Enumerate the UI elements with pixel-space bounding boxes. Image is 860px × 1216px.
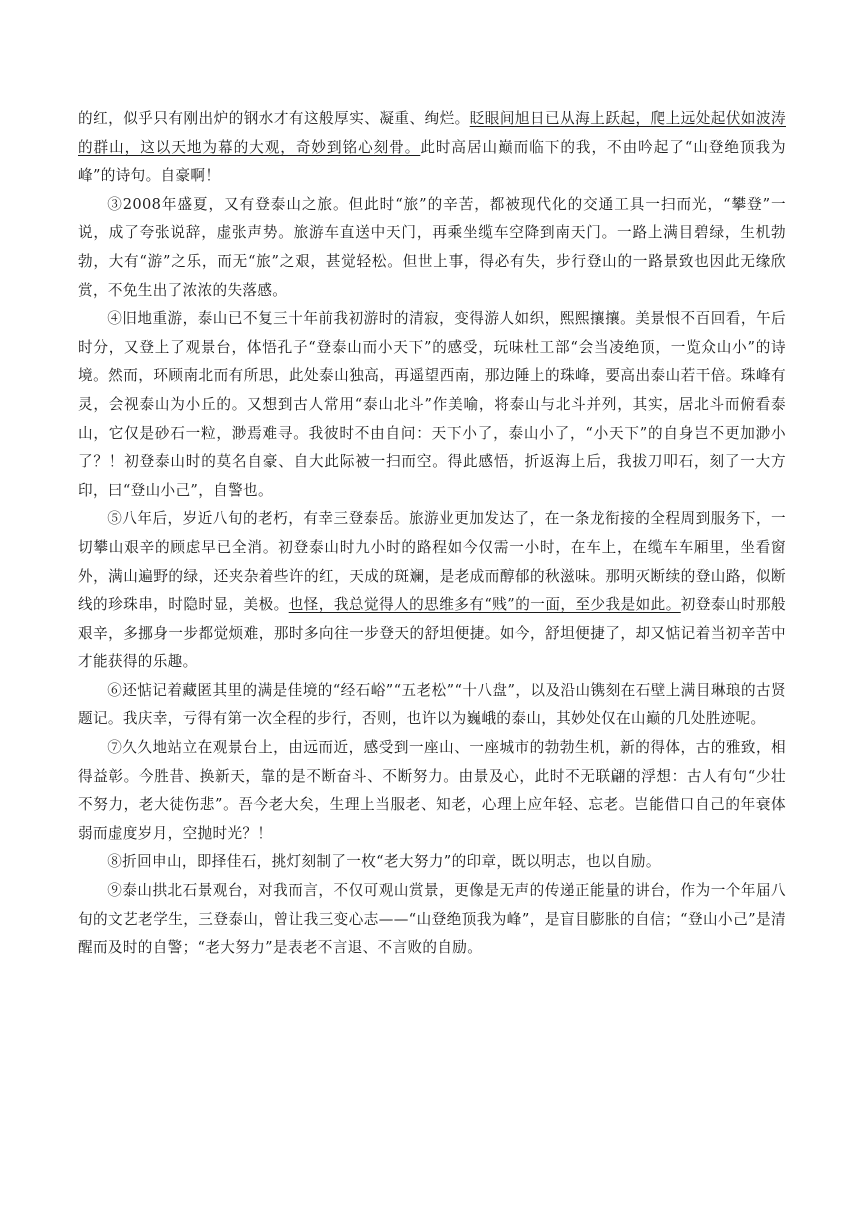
paragraph-9 [78,877,786,963]
paragraph-continued [78,105,786,191]
text-segment: 的红，似乎只有刚出炉的钢水才有这般厚实、凝重、绚烂。 [78,110,470,127]
paragraph-3 [78,191,786,305]
text-segment: ⑨泰山拱北石景观台，对我而言，不仅可观山赏景，更像是无声的传递正能量的讲台，作为一个年届八旬的文艺老学生，三登泰山，曾让我三变心志——“山登绝顶我为峰”，是盲目膨胀的自信；“登山小己”是清醒而及时的自警；“老大努力”是表老不言退、不言败的自励。 [78,882,786,957]
document-body [78,105,786,963]
paragraph-4 [78,305,786,505]
underlined-text: 也怪，我总觉得人的思维多有“贱”的一面，至少我是如此。 [288,596,681,614]
paragraph-6 [78,677,786,734]
text-segment: ⑥还惦记着藏匿其里的满是佳境的“经石峪”“五老松”“十八盘”，以及沿山镌刻在石壁上满目琳琅的古贤题记。我庆幸，亏得有第一次全程的步行，否则，也许以为巍峨的泰山，其妙处仅在山巅的几处胜迹呢。 [78,681,786,728]
underlined-text: 眨眼间旭日已从海上跃起，爬上远处起伏如波涛的群山，这以天地为幕的大观，奇妙到铭心刻骨。 [78,110,786,156]
text-segment: ⑤八年后，岁近八旬的老朽，有幸三登泰岳。旅游业更加发达了，在一条龙衔接的全程周到服务下，一切攀山艰辛的顾虑早已全消。初登泰山时九小时的路程如今仅需一小时，在车上，在缆车车厢里，坐看窗外，满山遍野的绿，还夹杂着些许的红，天成的斑斓，是老成而醇郁的秋滋味。那明灭断续的登山路，似断线的珍珠串，时隐时显，美极。 [78,510,786,614]
text-segment: ⑧折回申山，即择佳石，挑灯刻制了一枚“老大努力”的印章，既以明志，也以自励。 [107,853,661,871]
paragraph-5 [78,505,786,677]
text-segment: 初登泰山时那般艰辛，多挪身一步都觉烦难，那时多向往一步登天的舒坦便捷。如今，舒坦便捷了，却又惦记着当初辛苦中才能获得的乐趣。 [78,596,787,671]
paragraph-8 [78,848,786,877]
paragraph-7 [78,734,786,848]
text-segment: ④旧地重游，泰山已不复三十年前我初游时的清寂，变得游人如织，熙熙攘攘。美景恨不百回看，午后时分，又登上了观景台，体悟孔子“登泰山而小天下”的感受，玩味杜工部“会当凌绝顶，一览众山小”的诗境。然而，环顾南北而有所思，此处泰山独高，再遥望西南，那边陲上的珠峰，要高出泰山若干倍。珠峰有灵，会视泰山为小丘的。又想到古人常用“泰山北斗”作美喻，将泰山与北斗并列，其实，居北斗而俯看泰山，它仅是砂石一粒，渺焉难寻。我彼时不由自问：天下小了，泰山小了，“小天下”的自身岂不更加渺小了？！初登泰山时的莫名自豪、自大此际被一扫而空。得此感悟，折返海上后，我拔刀叩石，刻了一大方印，曰“登山小己”，自警也。 [78,310,786,499]
text-segment: ③2008年盛夏，又有登泰山之旅。但此时“旅”的辛苦，都被现代化的交通工具一扫而光，“攀登”一说，成了夸张说辞，虚张声势。旅游车直送中天门，再乘坐缆车空降到南天门。一路上满目碧绿，生机勃勃，大有“游”之乐，而无“旅”之艰，甚觉轻松。但世上事，得必有失，步行登山的一路景致也因此无缘欣赏，不免生出了浓浓的失落感。 [78,195,786,299]
text-segment: 此时高居山巅而临下的我，不由吟起了“山登绝顶我为峰”的诗句。自豪啊！ [78,138,786,185]
text-segment: ⑦久久地站立在观景台上，由远而近，感受到一座山、一座城市的勃勃生机，新的得体，古的雅致，相得益彰。今胜昔、换新天，靠的是不断奋斗、不断努力。由景及心，此时不无联翩的浮想：古人有句“少壮不努力，老大徒伤悲”。吾今老大矣，生理上当服老、知老，心理上应年轻、忘老。岂能借口自己的年衰体弱而虚度岁月，空抛时光？！ [78,739,786,842]
